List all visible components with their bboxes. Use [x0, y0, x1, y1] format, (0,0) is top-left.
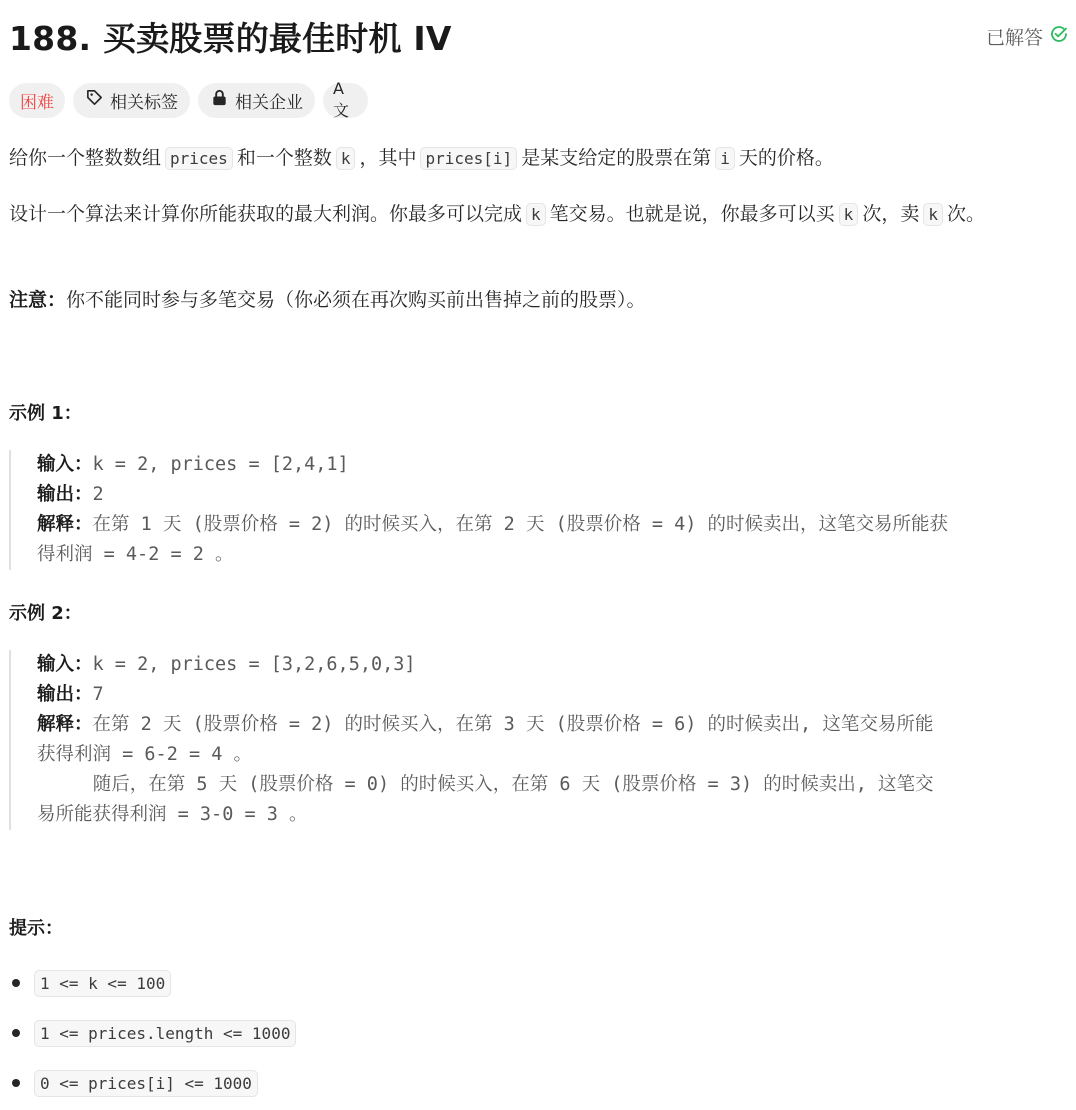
text: ，其中 [359, 147, 417, 169]
list-item [9, 1066, 296, 1100]
bullet-icon [12, 1029, 20, 1037]
example-2-title: 示例 2： [9, 603, 82, 624]
tag-row [9, 79, 368, 120]
text: 是某支给定的股票在第 [521, 147, 712, 169]
example-input: k = 2, prices = [2,4,1] [92, 454, 349, 475]
lock-icon [210, 88, 229, 112]
example-explanation: 在第 2 天 (股票价格 = 2) 的时候买入，在第 3 天 (股票价格 = 6) 的时候卖出, 这笔交易所能 [92, 714, 934, 735]
note-paragraph [9, 286, 1049, 315]
example-1-block [9, 450, 1071, 570]
hints-list [9, 966, 296, 1110]
solved-status [986, 23, 1069, 50]
translate-button[interactable] [323, 79, 368, 120]
inline-code: k [839, 203, 859, 226]
bullet-icon [12, 979, 20, 987]
example-explanation-cont: 得利润 = 4-2 = 2 。 [37, 544, 234, 565]
explain-label: 解释： [37, 514, 93, 535]
check-circle-icon [1049, 24, 1069, 49]
related-companies-button[interactable] [198, 83, 315, 118]
example-output: 2 [92, 484, 104, 505]
text: 次，卖 [862, 203, 920, 225]
example-explanation: 在第 1 天 (股票价格 = 2) 的时候买入，在第 2 天 (股票价格 = 4) 的时候卖出，这笔交易所能获 [92, 514, 949, 535]
solved-label: 已解答 [985, 26, 1043, 49]
hints-title: 提示： [9, 918, 63, 939]
example-input: k = 2, prices = [3,2,6,5,0,3] [92, 654, 416, 675]
example-output: 7 [92, 684, 104, 705]
input-label: 输入： [37, 654, 93, 675]
example-explanation-cont: 易所能获得利润 = 3-0 = 3 。 [37, 804, 308, 825]
inline-code: prices[i] [420, 147, 517, 170]
description-paragraph-2 [9, 200, 1049, 229]
note-text: 你不能同时参与多笔交易（你必须在再次购买前出售掉之前的股票）。 [66, 289, 646, 311]
list-item [9, 1016, 296, 1050]
text: 笔交易。也就是说，你最多可以买 [549, 203, 835, 225]
inline-code: i [715, 147, 735, 170]
hint-code: 1 <= k <= 100 [34, 970, 171, 997]
related-companies-label: 相关企业 [235, 92, 303, 113]
inline-code: k [923, 203, 943, 226]
translate-icon: A文 [333, 79, 350, 120]
related-tags-label: 相关标签 [110, 92, 178, 113]
inline-code: prices [165, 147, 233, 170]
example-1-title: 示例 1： [9, 403, 82, 424]
hint-code: 1 <= prices.length <= 1000 [34, 1020, 296, 1047]
example-explanation-cont: 随后，在第 5 天 (股票价格 = 0) 的时候买入，在第 6 天 (股票价格 = 3) 的时候卖出, 这笔交 [37, 774, 934, 795]
inline-code: k [336, 147, 356, 170]
text: 给你一个整数数组 [9, 147, 162, 169]
title-row [9, 14, 1071, 58]
output-label: 输出： [37, 684, 93, 705]
note-label: 注意： [9, 289, 67, 311]
tag-icon [85, 88, 104, 112]
explain-label: 解释： [37, 714, 93, 735]
inline-code: k [526, 203, 546, 226]
text: 设计一个算法来计算你所能获取的最大利润。你最多可以完成 [9, 203, 523, 225]
list-item [9, 966, 296, 1000]
example-explanation-cont: 获得利润 = 6-2 = 4 。 [37, 744, 253, 765]
hint-code: 0 <= prices[i] <= 1000 [34, 1070, 258, 1097]
output-label: 输出： [37, 484, 93, 505]
description-paragraph-1 [9, 144, 1049, 173]
bullet-icon [12, 1079, 20, 1087]
problem-title: 188. 买卖股票的最佳时机 IV [9, 18, 452, 58]
input-label: 输入： [37, 454, 93, 475]
text: 次。 [946, 203, 985, 225]
difficulty-badge: 困难 [9, 83, 65, 118]
example-2-block [9, 650, 1071, 830]
text: 天的价格。 [738, 147, 834, 169]
text: 和一个整数 [236, 147, 332, 169]
related-tags-button[interactable] [73, 83, 190, 118]
